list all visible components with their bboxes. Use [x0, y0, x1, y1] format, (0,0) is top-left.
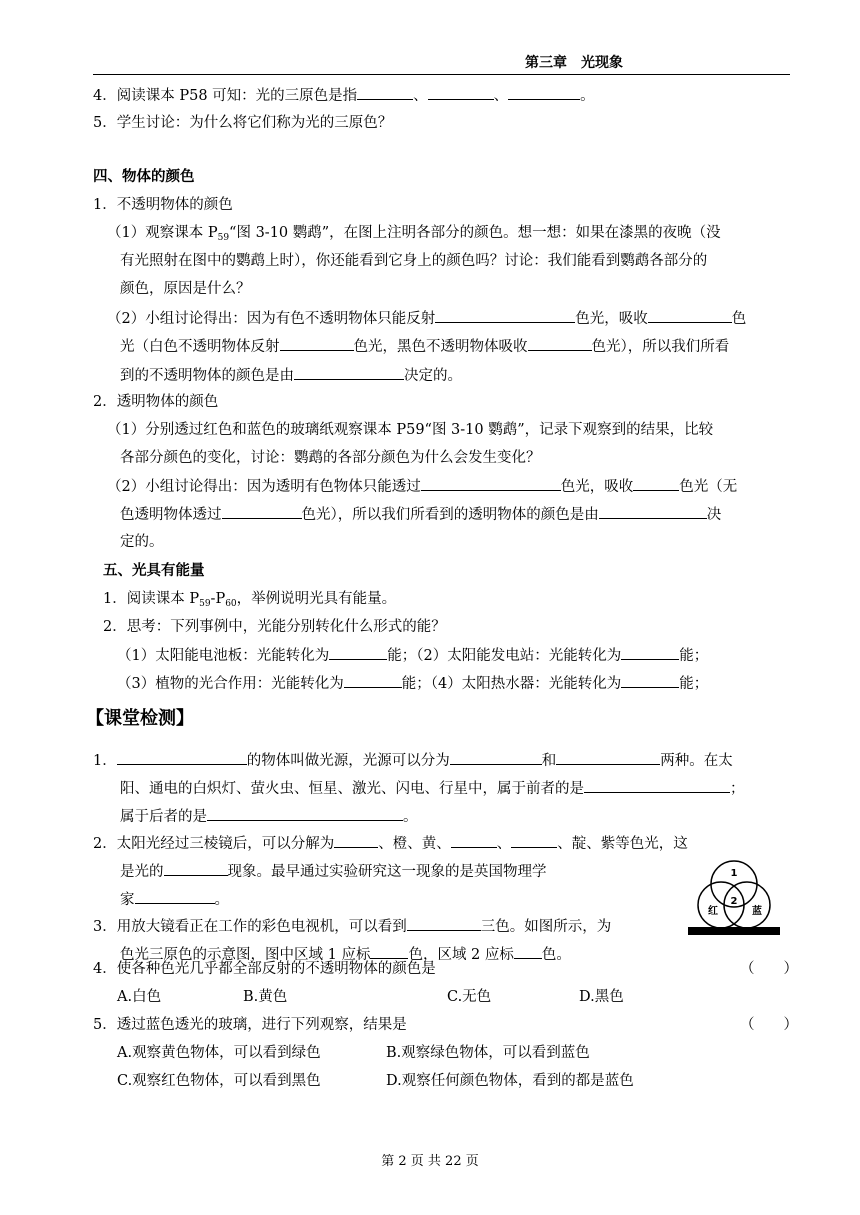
test-q2-line1: 2．太阳光经过三棱镜后，可以分解为 、橙、黄、 、 、靛、紫等色光，这: [93, 832, 688, 855]
blank[interactable]: [599, 503, 707, 519]
q5-discussion: 5．学生讨论：为什么将它们称为光的三原色？: [93, 115, 393, 131]
energy-q2: 2．思考：下列事例中，光能分别转化什么形式的能？: [103, 619, 446, 635]
answer-paren-q4[interactable]: （ ）: [740, 961, 798, 977]
blank[interactable]: [450, 749, 542, 765]
q5-option-c[interactable]: C.观察红色物体，可以看到黑色: [117, 1073, 321, 1089]
chapter-title: 第三章 光现象: [525, 55, 623, 71]
blank[interactable]: [633, 475, 679, 491]
opaque-q2-line1: （2）小组讨论得出：因为有色不透明物体只能反射 色光，吸收 色: [107, 307, 746, 330]
label-region-1: 1: [730, 868, 738, 879]
blank[interactable]: [135, 888, 215, 904]
blank[interactable]: [528, 335, 592, 351]
q5-option-a[interactable]: A.观察黄色物体，可以看到绿色: [117, 1045, 321, 1061]
blank[interactable]: [648, 307, 732, 323]
q4-primary-colors: 4．阅读课本 P58 可知：光的三原色是指 、 、 。: [93, 84, 595, 107]
test-q2-line3: 家 。: [120, 888, 229, 911]
blank[interactable]: [514, 943, 542, 959]
blank[interactable]: [407, 915, 481, 931]
blank[interactable]: [334, 832, 378, 848]
transparent-q2-line2: 色透明物体透过 色光），所以我们所看到的透明物体的颜色是由 决: [120, 503, 721, 526]
blank[interactable]: [280, 335, 354, 351]
test-q5: 5．透过蓝色透光的玻璃，进行下列观察，结果是: [93, 1017, 407, 1033]
blank[interactable]: [621, 672, 679, 688]
opaque-q2-line3: 到的不透明物体的颜色是由 决定的。: [120, 364, 462, 387]
test-q2-line2: 是光的 现象。最早通过实验研究这一现象的是英国物理学: [120, 860, 547, 883]
opaque-q2-line2: 光（白色不透明物体反射 色光，黑色不透明物体吸收 色光），所以我们所看: [120, 335, 729, 358]
section-title-class-test: 【课堂检测】: [86, 708, 194, 729]
subsection-transparent: 2．透明物体的颜色: [93, 394, 219, 410]
label-blue: 蓝: [752, 906, 762, 917]
blank[interactable]: [117, 749, 247, 765]
test-q1-line3: 属于后者的是 。: [120, 805, 418, 828]
blank[interactable]: [435, 307, 575, 323]
q5-option-b[interactable]: B.观察绿色物体，可以看到蓝色: [386, 1045, 590, 1061]
blank[interactable]: [451, 832, 497, 848]
subsection-opaque: 1．不透明物体的颜色: [93, 197, 233, 213]
section-title-object-color: 四、物体的颜色: [93, 169, 195, 185]
blank[interactable]: [222, 503, 302, 519]
transparent-q1-line1: （1）分别透过红色和蓝色的玻璃纸观察课本 P59“图 3-10 鹦鹉”，记录下观察到的结果，比较: [107, 422, 714, 438]
opaque-q1-line3: 颜色，原因是什么？: [120, 281, 251, 297]
primary-colors-diagram: [686, 856, 782, 938]
diagram-base: [688, 927, 780, 935]
blank[interactable]: [508, 84, 580, 100]
opaque-q1-line2: 有光照射在图中的鹦鹉上时），你还能看到它身上的颜色吗？讨论：我们能看到鹦鹉各部分的: [120, 253, 708, 269]
label-region-2: 2: [730, 896, 738, 907]
test-q4: 4．使各种色光几乎都全部反射的不透明物体的颜色是: [93, 961, 436, 977]
energy-q1: 1．阅读课本 $P_{59}-P_{60}$，举例说明光具有能量。: [103, 591, 397, 609]
test-q1-line2: 阳、通电的白炽灯、萤火虫、恒星、激光、闪电、行星中，属于前者的是 ；: [120, 777, 745, 800]
section-title-light-energy: 五、光具有能量: [103, 563, 205, 579]
label-red: 红: [708, 906, 718, 917]
q4-option-d[interactable]: D.黑色: [579, 989, 624, 1005]
test-q1-line1: 1． 的物体叫做光源，光源可以分为 和 两种。在太: [93, 749, 733, 772]
transparent-q1-line2: 各部分颜色的变化，讨论：鹦鹉的各部分颜色为什么会发生变化？: [120, 450, 541, 466]
energy-row1: （1）太阳能电池板：光能转化为 能；（2）太阳能发电站：光能转化为 能；: [117, 644, 708, 667]
q4-option-a[interactable]: A.白色: [117, 989, 162, 1005]
opaque-q1-line1: （1）观察课本 $P_{59}“$图 3-10 鹦鹉”，在图上注明各部分的颜色。想一想：如果在漆黑的夜晚（没: [107, 225, 721, 243]
blank[interactable]: [344, 672, 402, 688]
blank[interactable]: [294, 364, 404, 380]
energy-row2: （3）植物的光合作用：光能转化为 能；（4）太阳热水器：光能转化为 能；: [117, 672, 708, 695]
blank[interactable]: [584, 777, 730, 793]
page-footer: 第 2 页 共 22 页: [381, 1154, 479, 1169]
blank[interactable]: [164, 860, 228, 876]
blank[interactable]: [421, 475, 561, 491]
blank[interactable]: [329, 644, 387, 660]
blank[interactable]: [357, 84, 413, 100]
blank[interactable]: [556, 749, 660, 765]
test-q3-line1: 3．用放大镜看正在工作的彩色电视机，可以看到 三色。如图所示，为: [93, 915, 611, 938]
blank[interactable]: [428, 84, 494, 100]
page-header: [93, 52, 790, 75]
blank[interactable]: [207, 805, 403, 821]
q4-option-b[interactable]: B.黄色: [243, 989, 288, 1005]
q4-option-c[interactable]: C.无色: [447, 989, 492, 1005]
transparent-q2-line1: （2）小组讨论得出：因为透明有色物体只能透过 色光，吸收 色光（无: [107, 475, 737, 498]
blank[interactable]: [370, 943, 408, 959]
blank[interactable]: [511, 832, 557, 848]
blank[interactable]: [621, 644, 679, 660]
test-q3-line2: 色光三原色的示意图，图中区域 1 应标 色，区域 2 应标 色。: [120, 943, 571, 966]
answer-paren-q5[interactable]: （ ）: [740, 1017, 798, 1033]
q5-option-d[interactable]: D.观察任何颜色物体，看到的都是蓝色: [386, 1073, 634, 1089]
transparent-q2-line3: 定的。: [120, 534, 164, 550]
